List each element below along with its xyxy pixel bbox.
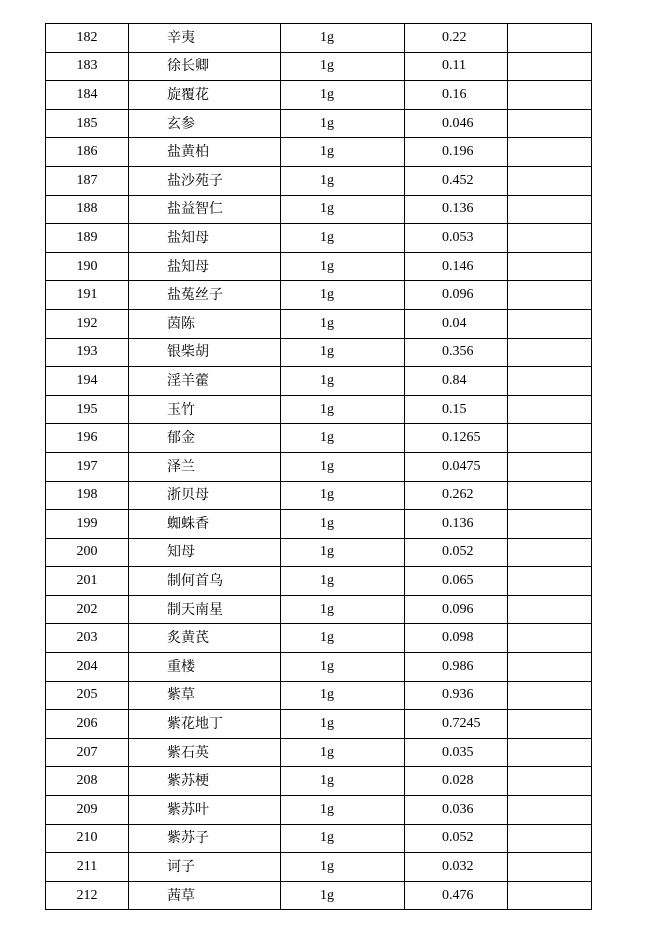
herb-name-cell: 制何首乌 — [129, 567, 281, 596]
table-row — [46, 395, 592, 424]
value-cell: 0.22 — [405, 24, 508, 53]
herb-name-cell: 盐益智仁 — [129, 195, 281, 224]
herb-name-cell: 淫羊藿 — [129, 367, 281, 396]
empty-cell — [508, 338, 592, 367]
value-cell: 0.052 — [405, 824, 508, 853]
unit-cell: 1g — [281, 395, 405, 424]
table-row — [46, 52, 592, 81]
row-number-cell: 202 — [46, 595, 129, 624]
empty-cell — [508, 767, 592, 796]
table-row — [46, 681, 592, 710]
empty-cell — [508, 710, 592, 739]
row-number-cell: 195 — [46, 395, 129, 424]
value-cell: 0.096 — [405, 595, 508, 624]
herb-name-cell: 浙贝母 — [129, 481, 281, 510]
unit-cell: 1g — [281, 653, 405, 682]
table-row — [46, 281, 592, 310]
row-number-cell: 205 — [46, 681, 129, 710]
empty-cell — [508, 424, 592, 453]
table-row — [46, 767, 592, 796]
unit-cell: 1g — [281, 338, 405, 367]
table-row — [46, 166, 592, 195]
unit-cell: 1g — [281, 824, 405, 853]
herb-name-cell: 紫苏梗 — [129, 767, 281, 796]
empty-cell — [508, 24, 592, 53]
row-number-cell: 203 — [46, 624, 129, 653]
empty-cell — [508, 452, 592, 481]
unit-cell: 1g — [281, 452, 405, 481]
table-row — [46, 510, 592, 539]
empty-cell — [508, 796, 592, 825]
empty-cell — [508, 853, 592, 882]
table-row — [46, 853, 592, 882]
value-cell: 0.196 — [405, 138, 508, 167]
herb-name-cell: 紫苏子 — [129, 824, 281, 853]
value-cell: 0.16 — [405, 81, 508, 110]
herb-name-cell: 盐知母 — [129, 252, 281, 281]
unit-cell: 1g — [281, 138, 405, 167]
row-number-cell: 183 — [46, 52, 129, 81]
table-row — [46, 338, 592, 367]
herb-name-cell: 玉竹 — [129, 395, 281, 424]
table-row — [46, 424, 592, 453]
empty-cell — [508, 367, 592, 396]
unit-cell: 1g — [281, 281, 405, 310]
unit-cell: 1g — [281, 309, 405, 338]
unit-cell: 1g — [281, 881, 405, 910]
value-cell: 0.04 — [405, 309, 508, 338]
table-row — [46, 624, 592, 653]
row-number-cell: 187 — [46, 166, 129, 195]
empty-cell — [508, 224, 592, 253]
table-row — [46, 252, 592, 281]
table-row — [46, 452, 592, 481]
empty-cell — [508, 738, 592, 767]
value-cell: 0.036 — [405, 796, 508, 825]
herb-price-table — [45, 23, 592, 910]
row-number-cell: 204 — [46, 653, 129, 682]
unit-cell: 1g — [281, 538, 405, 567]
herb-name-cell: 茜草 — [129, 881, 281, 910]
value-cell: 0.262 — [405, 481, 508, 510]
unit-cell: 1g — [281, 24, 405, 53]
herb-name-cell: 知母 — [129, 538, 281, 567]
table-row — [46, 367, 592, 396]
table-row — [46, 224, 592, 253]
unit-cell: 1g — [281, 252, 405, 281]
row-number-cell: 196 — [46, 424, 129, 453]
row-number-cell: 212 — [46, 881, 129, 910]
table-row — [46, 309, 592, 338]
unit-cell: 1g — [281, 738, 405, 767]
herb-name-cell: 玄参 — [129, 109, 281, 138]
value-cell: 0.146 — [405, 252, 508, 281]
unit-cell: 1g — [281, 224, 405, 253]
empty-cell — [508, 195, 592, 224]
unit-cell: 1g — [281, 367, 405, 396]
unit-cell: 1g — [281, 109, 405, 138]
row-number-cell: 194 — [46, 367, 129, 396]
row-number-cell: 189 — [46, 224, 129, 253]
row-number-cell: 206 — [46, 710, 129, 739]
empty-cell — [508, 52, 592, 81]
table-row — [46, 824, 592, 853]
table-row — [46, 538, 592, 567]
value-cell: 0.096 — [405, 281, 508, 310]
row-number-cell: 185 — [46, 109, 129, 138]
unit-cell: 1g — [281, 567, 405, 596]
herb-name-cell: 银柴胡 — [129, 338, 281, 367]
value-cell: 0.0475 — [405, 452, 508, 481]
row-number-cell: 184 — [46, 81, 129, 110]
empty-cell — [508, 824, 592, 853]
value-cell: 0.028 — [405, 767, 508, 796]
value-cell: 0.476 — [405, 881, 508, 910]
empty-cell — [508, 567, 592, 596]
herb-name-cell: 辛夷 — [129, 24, 281, 53]
value-cell: 0.1265 — [405, 424, 508, 453]
table-row — [46, 195, 592, 224]
row-number-cell: 211 — [46, 853, 129, 882]
unit-cell: 1g — [281, 767, 405, 796]
table-row — [46, 881, 592, 910]
empty-cell — [508, 653, 592, 682]
empty-cell — [508, 624, 592, 653]
table-row — [46, 738, 592, 767]
value-cell: 0.098 — [405, 624, 508, 653]
herb-name-cell: 诃子 — [129, 853, 281, 882]
row-number-cell: 199 — [46, 510, 129, 539]
herb-name-cell: 重楼 — [129, 653, 281, 682]
value-cell: 0.986 — [405, 653, 508, 682]
herb-name-cell: 紫花地丁 — [129, 710, 281, 739]
table-row — [46, 138, 592, 167]
unit-cell: 1g — [281, 81, 405, 110]
empty-cell — [508, 252, 592, 281]
unit-cell: 1g — [281, 796, 405, 825]
unit-cell: 1g — [281, 595, 405, 624]
herb-name-cell: 制天南星 — [129, 595, 281, 624]
value-cell: 0.936 — [405, 681, 508, 710]
table-row — [46, 109, 592, 138]
value-cell: 0.15 — [405, 395, 508, 424]
value-cell: 0.053 — [405, 224, 508, 253]
unit-cell: 1g — [281, 481, 405, 510]
value-cell: 0.065 — [405, 567, 508, 596]
table-row — [46, 796, 592, 825]
value-cell: 0.7245 — [405, 710, 508, 739]
herb-name-cell: 炙黄芪 — [129, 624, 281, 653]
unit-cell: 1g — [281, 52, 405, 81]
value-cell: 0.11 — [405, 52, 508, 81]
value-cell: 0.84 — [405, 367, 508, 396]
row-number-cell: 197 — [46, 452, 129, 481]
value-cell: 0.035 — [405, 738, 508, 767]
table-row — [46, 481, 592, 510]
herb-name-cell: 茵陈 — [129, 309, 281, 338]
herb-name-cell: 紫石英 — [129, 738, 281, 767]
herb-name-cell: 盐菟丝子 — [129, 281, 281, 310]
row-number-cell: 198 — [46, 481, 129, 510]
herb-name-cell: 泽兰 — [129, 452, 281, 481]
herb-name-cell: 盐黄柏 — [129, 138, 281, 167]
herb-name-cell: 郁金 — [129, 424, 281, 453]
row-number-cell: 186 — [46, 138, 129, 167]
empty-cell — [508, 138, 592, 167]
empty-cell — [508, 481, 592, 510]
unit-cell: 1g — [281, 424, 405, 453]
table-row — [46, 567, 592, 596]
value-cell: 0.136 — [405, 510, 508, 539]
row-number-cell: 209 — [46, 796, 129, 825]
row-number-cell: 201 — [46, 567, 129, 596]
table-row — [46, 81, 592, 110]
unit-cell: 1g — [281, 195, 405, 224]
herb-name-cell: 蜘蛛香 — [129, 510, 281, 539]
row-number-cell: 188 — [46, 195, 129, 224]
empty-cell — [508, 681, 592, 710]
empty-cell — [508, 309, 592, 338]
unit-cell: 1g — [281, 853, 405, 882]
herb-name-cell: 紫苏叶 — [129, 796, 281, 825]
empty-cell — [508, 510, 592, 539]
empty-cell — [508, 281, 592, 310]
herb-name-cell: 盐沙苑子 — [129, 166, 281, 195]
row-number-cell: 192 — [46, 309, 129, 338]
table-row — [46, 653, 592, 682]
value-cell: 0.452 — [405, 166, 508, 195]
empty-cell — [508, 166, 592, 195]
unit-cell: 1g — [281, 624, 405, 653]
value-cell: 0.356 — [405, 338, 508, 367]
row-number-cell: 191 — [46, 281, 129, 310]
herb-name-cell: 盐知母 — [129, 224, 281, 253]
unit-cell: 1g — [281, 681, 405, 710]
table-body — [46, 24, 592, 910]
row-number-cell: 182 — [46, 24, 129, 53]
unit-cell: 1g — [281, 510, 405, 539]
row-number-cell: 193 — [46, 338, 129, 367]
empty-cell — [508, 109, 592, 138]
row-number-cell: 190 — [46, 252, 129, 281]
empty-cell — [508, 881, 592, 910]
value-cell: 0.032 — [405, 853, 508, 882]
herb-name-cell: 紫草 — [129, 681, 281, 710]
row-number-cell: 210 — [46, 824, 129, 853]
empty-cell — [508, 81, 592, 110]
row-number-cell: 200 — [46, 538, 129, 567]
unit-cell: 1g — [281, 166, 405, 195]
table-row — [46, 710, 592, 739]
value-cell: 0.052 — [405, 538, 508, 567]
herb-name-cell: 徐长卿 — [129, 52, 281, 81]
herb-name-cell: 旋覆花 — [129, 81, 281, 110]
unit-cell: 1g — [281, 710, 405, 739]
empty-cell — [508, 595, 592, 624]
row-number-cell: 207 — [46, 738, 129, 767]
empty-cell — [508, 395, 592, 424]
row-number-cell: 208 — [46, 767, 129, 796]
table-row — [46, 595, 592, 624]
value-cell: 0.136 — [405, 195, 508, 224]
table-row — [46, 24, 592, 53]
empty-cell — [508, 538, 592, 567]
value-cell: 0.046 — [405, 109, 508, 138]
